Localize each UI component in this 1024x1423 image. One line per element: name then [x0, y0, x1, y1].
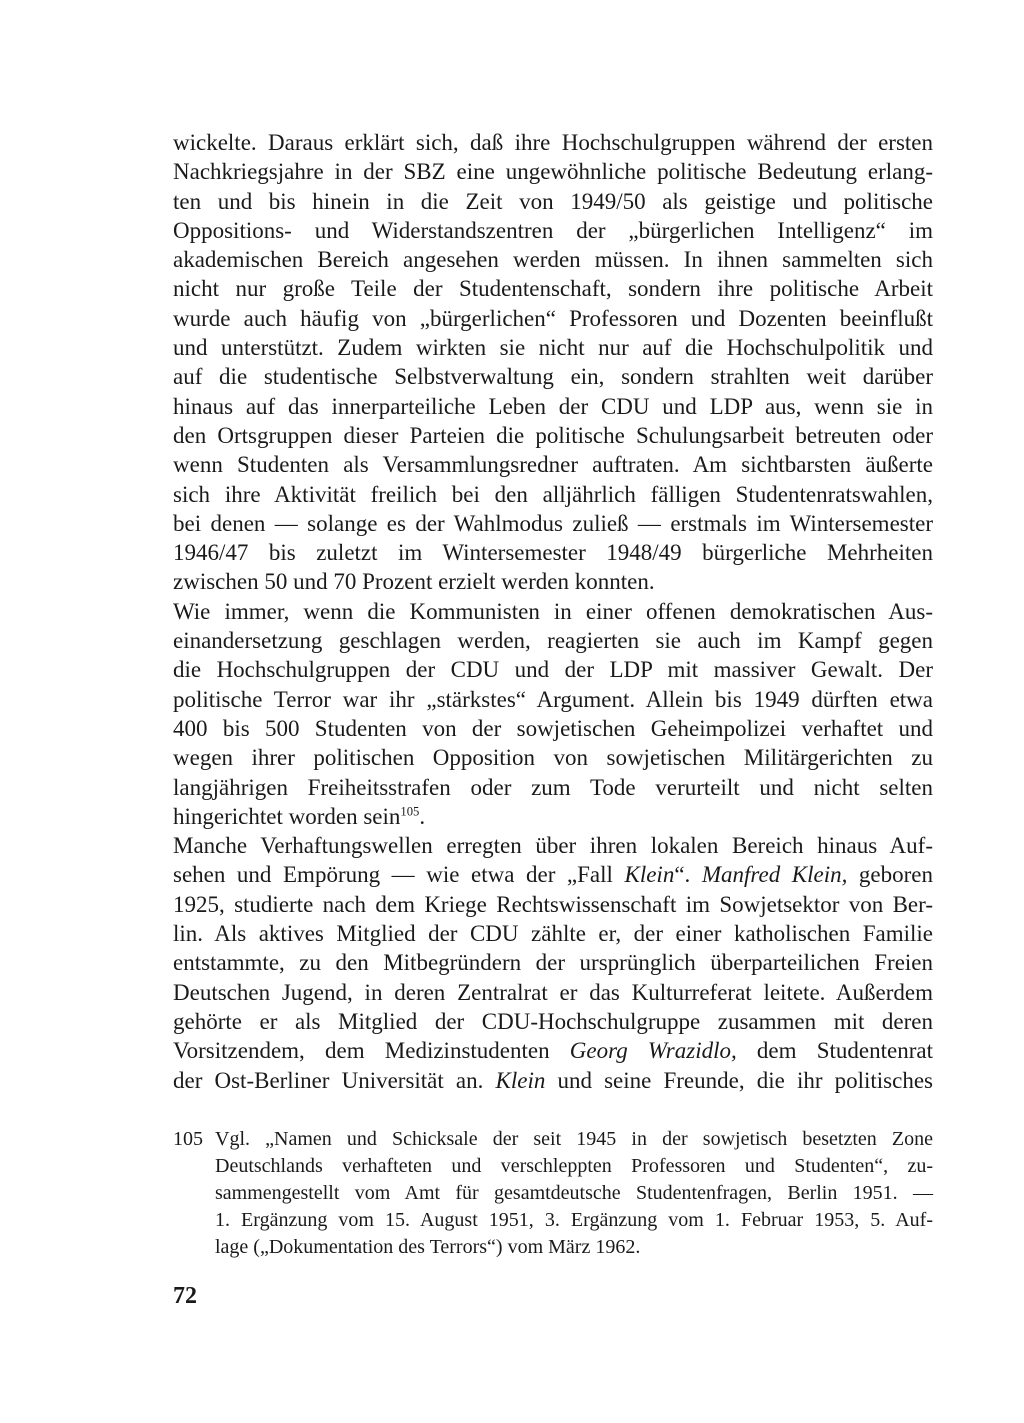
italic-name: Manfred Klein,	[701, 862, 848, 888]
text-line: 400 bis 500 Studenten von der sowjetischen Geheimpolizei verhaftet und	[173, 715, 933, 741]
italic-name: Georg Wrazidlo,	[569, 1038, 737, 1064]
text-segment: dem Studentenrat	[736, 1038, 933, 1064]
text-line: Nachkriegsjahre in der SBZ eine ungewöhnliche politische Bedeutung erlang-	[173, 159, 933, 185]
text-line: ten und bis hinein in die Zeit von 1949/50 als geistige und politische	[173, 188, 933, 214]
text-line: wegen ihrer politischen Opposition von sowjetischen Militärgerichten zu	[173, 745, 933, 771]
text-line: langjährigen Freiheitsstrafen oder zum Tode verurteilt und nicht selten	[173, 774, 933, 800]
text-segment: der Ost-Berliner Universität an.	[173, 1067, 496, 1093]
text-segment: und seine Freunde, die ihr politisches	[545, 1067, 933, 1093]
text-line: lin. Als aktives Mitglied der CDU zählte er, der einer katholischen Familie	[173, 921, 933, 947]
text-line: hinaus auf das innerparteiliche Leben der CDU und LDP aus, wenn sie in	[173, 393, 933, 419]
footnote-line: Deutschlands verhafteten und verschleppten Professoren und Studenten“, zu-	[215, 1155, 933, 1177]
text-line: Oppositions- und Widerstandszentren der „bürgerlichen Intelligenz“ im	[173, 217, 933, 243]
footnote-105	[173, 1126, 933, 1261]
text-line: akademischen Bereich angesehen werden müssen. In ihnen sammelten sich	[173, 247, 933, 273]
text-line: wurde auch häufig von „bürgerlichen“ Professoren und Dozenten beeinflußt	[173, 305, 933, 331]
text-line: politische Terror war ihr „stärkstes“ Argument. Allein bis 1949 dürften etwa	[173, 686, 933, 712]
text-line: Manche Verhaftungswellen erregten über ihren lokalen Bereich hinaus Auf-	[173, 833, 933, 859]
text-line: auf die studentische Selbstverwaltung ein, sondern strahlten weit darüber	[173, 364, 933, 390]
footnote-line	[173, 1126, 933, 1153]
footnote-ref[interactable]: 105	[400, 804, 420, 819]
paragraph-2	[173, 597, 933, 831]
text-line: entstammte, zu den Mitbegründern der ursprünglich überparteilichen Freien	[173, 950, 933, 976]
text-segment: geboren	[847, 862, 934, 888]
italic-name: Klein	[495, 1067, 546, 1093]
text-segment: Vorsitzendem, dem Medizinstudenten	[173, 1038, 570, 1064]
footnote-number: 105	[173, 1128, 203, 1150]
text-segment: Vgl. „Namen und Schicksale der seit 1945 in der sowjetisch besetzten Zone	[215, 1128, 933, 1150]
text-line: sich ihre Aktivität freilich bei den alljährlich fälligen Studentenratswahlen,	[173, 481, 933, 507]
paragraph-1	[173, 128, 933, 597]
text-segment: “.	[674, 862, 702, 888]
text-line: bei denen — solange es der Wahlmodus zuließ — erstmals im Wintersemester	[173, 510, 933, 536]
italic-name: Klein	[624, 862, 675, 888]
paragraph-3	[173, 831, 933, 1095]
main-text	[173, 128, 933, 1095]
text-line: wickelte. Daraus erklärt sich, daß ihre Hochschulgruppen während der ersten	[173, 130, 933, 155]
text-line: wenn Studenten als Versammlungsredner auftraten. Am sichtbarsten äußerte	[173, 452, 933, 478]
text-segment: hingerichtet worden sein	[173, 803, 401, 829]
text-line: den Ortsgruppen dieser Parteien die politische Schulungsarbeit betreuten oder	[173, 422, 933, 448]
text-segment: sehen und Empörung — wie etwa der „Fall	[173, 862, 625, 888]
text-line: 1946/47 bis zuletzt im Wintersemester 1948/49 bürgerliche Mehrheiten	[173, 540, 933, 566]
footnote-line: lage („Dokumentation des Terrors“) vom März 1962.	[215, 1236, 641, 1258]
text-segment: .	[419, 803, 426, 829]
text-line: 1925, studierte nach dem Kriege Rechtswissenschaft im Sowjetsektor von Ber-	[173, 891, 933, 917]
text-line: Wie immer, wenn die Kommunisten in einer offenen demokratischen Aus-	[173, 598, 933, 624]
text-line: und unterstützt. Zudem wirkten sie nicht nur auf die Hochschulpolitik und	[173, 335, 933, 361]
footnote-line: 1. Ergänzung vom 15. August 1951, 3. Ergänzung vom 1. Februar 1953, 5. Auf-	[215, 1209, 933, 1231]
text-line	[173, 802, 933, 831]
footnote-line: sammengestellt vom Amt für gesamtdeutsche Studentenfragen, Berlin 1951. —	[215, 1182, 933, 1204]
page-number: 72	[173, 1283, 197, 1309]
text-line: zwischen 50 und 70 Prozent erzielt werden konnten.	[173, 569, 655, 595]
text-line: Deutschen Jugend, in deren Zentralrat er das Kulturreferat leitete. Außerdem	[173, 979, 933, 1005]
text-line	[173, 860, 933, 889]
text-line	[173, 1036, 933, 1065]
text-line: die Hochschulgruppen der CDU und der LDP mit massiver Gewalt. Der	[173, 657, 933, 683]
text-line: einandersetzung geschlagen werden, reagierten sie auch im Kampf gegen	[173, 628, 933, 654]
text-line: gehörte er als Mitglied der CDU-Hochschulgruppe zusammen mit deren	[173, 1008, 933, 1034]
text-line	[173, 1066, 933, 1095]
text-line: nicht nur große Teile der Studentenschaft, sondern ihre politische Arbeit	[173, 276, 933, 302]
